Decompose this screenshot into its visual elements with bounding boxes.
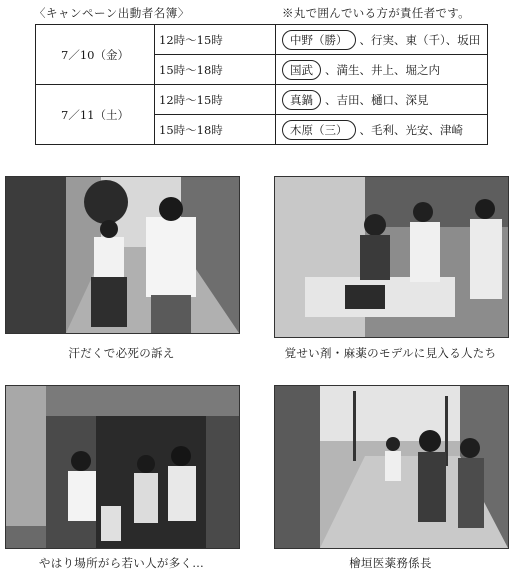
time-cell: 12時〜15時 (155, 85, 276, 115)
date-cell: 7／11（土） (36, 85, 155, 145)
table-row (36, 85, 488, 115)
caption-young-people: やはり場所がら若い人が多く… (38, 556, 205, 570)
leader-name: 中野（勝） (282, 30, 356, 50)
photo-official (274, 385, 509, 549)
caption-official: 檜垣医薬務係長 (349, 556, 432, 570)
photo-young-people (5, 385, 240, 549)
leader-name: 真鍋 (282, 90, 321, 110)
table-row (36, 25, 488, 55)
date-cell: 7／10（金） (36, 25, 155, 85)
member-names: 、満生、井上、堀之内 (325, 62, 440, 77)
leader-name: 国武 (282, 60, 321, 80)
time-cell: 15時〜18時 (155, 115, 276, 145)
roster-table (35, 24, 488, 145)
leader-note: ※丸で囲んでいる方が責任者です。 (282, 6, 470, 20)
photo-street-appeal (5, 176, 240, 334)
caption-street-appeal: 汗だくで必死の訴え (68, 346, 175, 360)
photo-drug-display (274, 176, 509, 338)
members-cell (276, 55, 488, 85)
member-names: 、吉田、樋口、深見 (325, 92, 429, 107)
member-names: 、毛利、光安、津崎 (359, 122, 463, 137)
roster-title: 〈キャンペーン出動者名簿〉 (34, 6, 190, 20)
members-cell (276, 25, 488, 55)
members-cell (276, 115, 488, 145)
time-cell: 12時〜15時 (155, 25, 276, 55)
members-cell (276, 85, 488, 115)
caption-drug-display: 覚せい剤・麻薬のモデルに見入る人たち (284, 346, 497, 360)
member-names: 、行実、東（千）、坂田 (359, 32, 481, 47)
time-cell: 15時〜18時 (155, 55, 276, 85)
leader-name: 木原（三） (282, 120, 356, 140)
